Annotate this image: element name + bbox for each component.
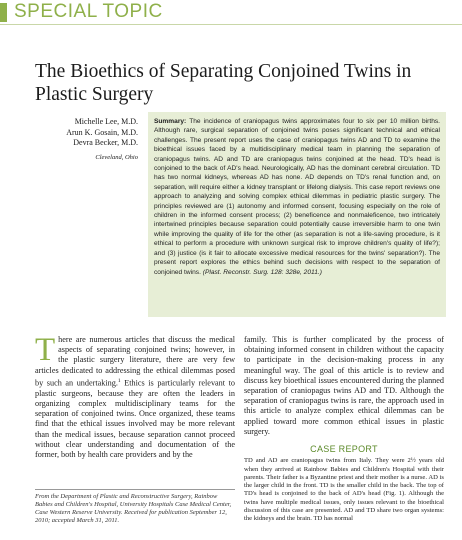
author-block bbox=[20, 117, 138, 163]
body-text: here are numerous articles that discuss the medical aspects of separating conjoined twins; however, in the plastic surgery literature, there are very few articles dedicated to addressing the ethical dilemmas posed by such an undertaking. bbox=[35, 335, 235, 388]
case-report-heading: CASE REPORT bbox=[310, 444, 378, 455]
body-column-left bbox=[35, 332, 235, 460]
author-name: Arun K. Gosain, M.D. bbox=[66, 127, 138, 137]
section-accent-bar bbox=[0, 3, 7, 22]
footnote-divider bbox=[35, 489, 235, 490]
summary-box bbox=[148, 112, 446, 317]
section-header bbox=[0, 0, 462, 24]
section-label: SPECIAL TOPIC bbox=[14, 1, 163, 22]
body-text: Ethics is particularly relevant to plastic surgeons, because they are often the leaders in organizing complex multidisciplinary teams for the separation of conjoined twins. Once organized, these teams find that the ethical issues involved may be more relevant than the medical issues, because separation cannot proceed without clear understanding and documentation of the former, both by health care providers and by the bbox=[35, 378, 235, 459]
case-report-text: TD and AD are craniopagus twins from Italy. They were 2½ years old when they arrived at Rainbow Babies and Children's Hospital with their parents. Their father is a Byzantine priest and their mother is a nurse. AD is the larger child in the front. TD is the smaller child in the back. The top of TD's head is conjoined to the back of AD's head (Fig. 1). Although the twins have multiple medical issues, only issues relevant to the bioethical discussion of this case are presented. AD and TD share two organ systems: the kidneys and the brain. TD has normal bbox=[244, 457, 444, 523]
drop-cap: T bbox=[35, 332, 56, 368]
body-column-right bbox=[244, 335, 444, 524]
affiliation-footnote: From the Department of Plastic and Reconstructive Surgery, Rainbow Babies and Children's Hospital, University Hospitals Case Medical Center, Case Western Reserve University. Received for publication September 12, 2010; accepted March 31, 2011. bbox=[35, 493, 232, 524]
article-title: The Bioethics of Separating Conjoined Twins in Plastic Surgery bbox=[35, 61, 412, 105]
section-divider bbox=[0, 24, 462, 25]
author-name: Devra Becker, M.D. bbox=[73, 138, 138, 147]
summary-citation: (Plast. Reconstr. Surg. 128: 328e, 2011.) bbox=[202, 268, 322, 276]
author-name: Michelle Lee, M.D. bbox=[74, 117, 138, 126]
summary-body: The incidence of craniopagus twins approximates four to six per 10 million births. Although rare, surgical separation of conjoined twins poses significant technical and ethical challenges. The present report uses the case of craniopagus twins AD and TD to examine the bioethical issues faced by a multidisciplinary medical team in planning the separation of craniopagus twins. AD and TD are craniopagus twins conjoined at the head. TD's head is conjoined to the back of AD's head. Neurologically, AD has the dominant cerebral circulation. TD has two normal kidneys, whereas AD has none. AD depends on TD's renal function and, on separation, will require either a kidney transplant or lifelong dialysis. This case report reviews one approach to analyzing and solving complex ethical dilemmas in pediatric plastic surgery. The principles reviewed are (1) autonomy and informed consent, focusing especially on the role of children in the informed consent process; (2) beneficence and nonmaleficence, two intricately intertwined principles because separation could potentially cause irreversible harm to one twin while improving the quality of life for the other (as separation is not a life-saving procedure, is it ethical to perform a procedure with unknown surgical risk to improve children's quality of life?); and (3) justice (is it fair to allocate excessive medical resources for the twins' separation?). The present report explores the ethics behind such decisions with respect to the separation of conjoined twins. bbox=[154, 118, 440, 276]
author-location: Cleveland, Ohio bbox=[95, 153, 138, 161]
summary-label: Summary: bbox=[154, 118, 187, 125]
body-text: family. This is further complicated by the process of obtaining informed consent in children without the capacity to participate in the decision-making process in any meaningful way. The goal of this article is to review and discuss key bioethical issues encountered during the planned separation of craniopagus twins AD and TD. Although the separation of craniopagus twins is rare, the approach used in this article to analyze complex ethical dilemmas can be applied toward more common ethical issues in plastic surgery. bbox=[244, 335, 444, 436]
citation-ref[interactable]: 1 bbox=[117, 377, 121, 384]
